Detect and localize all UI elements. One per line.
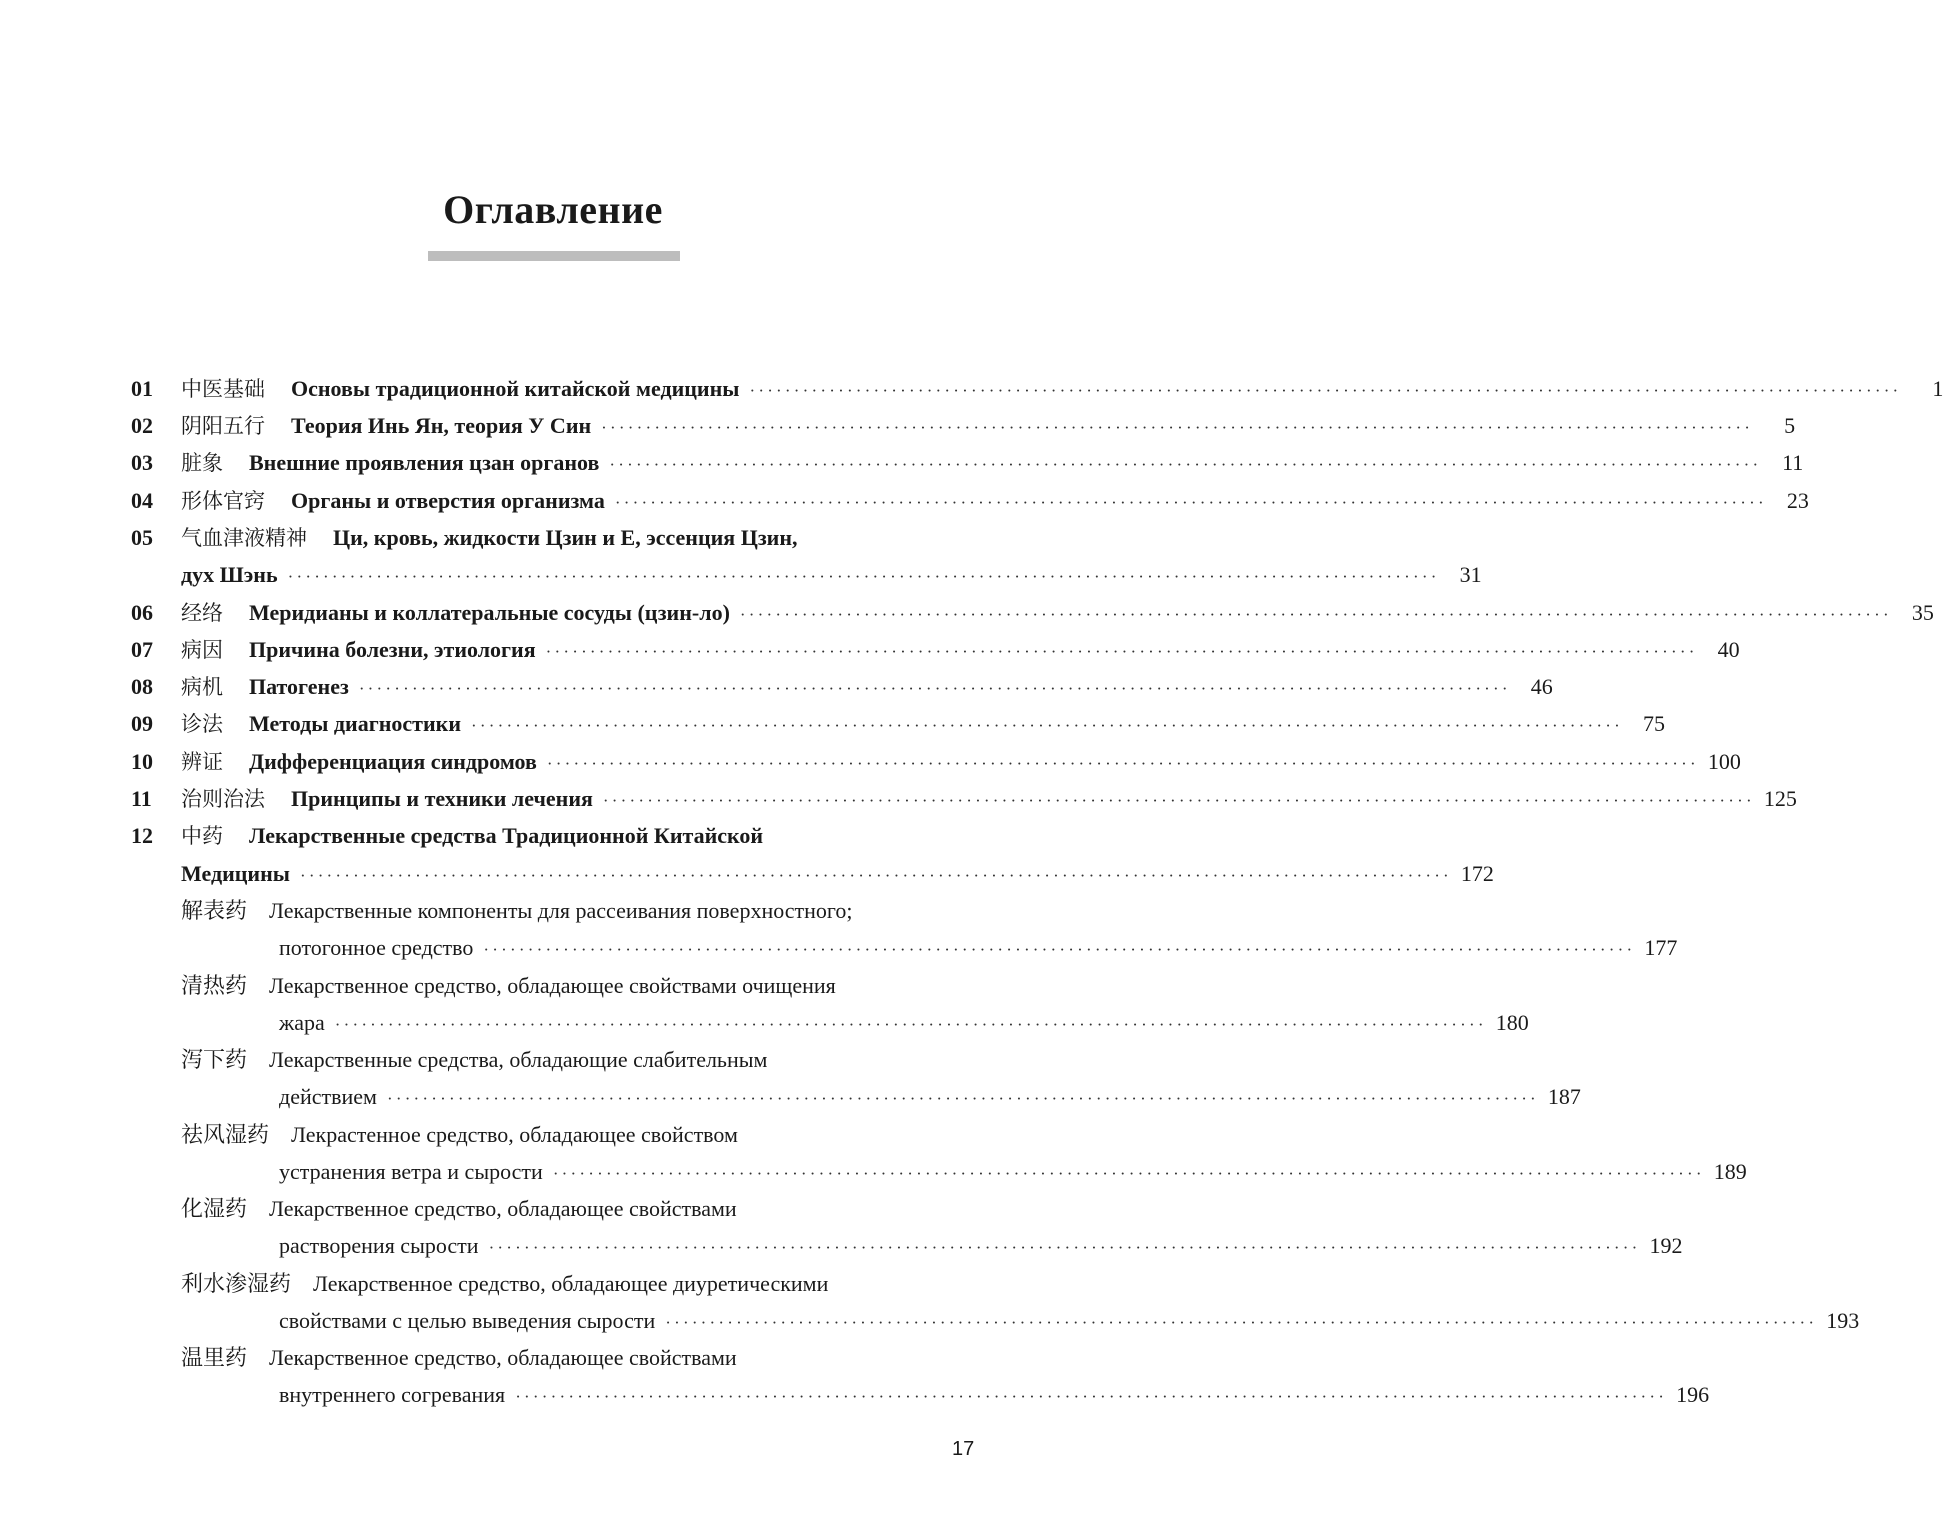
subentry-russian-title-cont: потогонное средство <box>279 935 474 960</box>
toc-entry[interactable] <box>181 747 1741 777</box>
entry-page-number: 1 <box>1932 376 1943 401</box>
entry-number: 05 <box>131 525 153 550</box>
leader-dots: ·································································································································· <box>749 381 1902 400</box>
toc-subentry[interactable] <box>181 896 975 926</box>
entry-number: 04 <box>131 488 153 513</box>
toc-entry-number <box>131 598 153 628</box>
toc-entry-number <box>131 672 153 702</box>
toc-entry-number <box>131 635 153 665</box>
subentry-page-number: 180 <box>1495 1010 1529 1035</box>
toc-entry[interactable] <box>181 635 1740 665</box>
subentry-page-number: 177 <box>1644 935 1678 960</box>
toc-entry-number <box>131 523 153 553</box>
subentry-chinese-title: 泻下药 <box>181 1048 248 1073</box>
leader-dots: ·································································································································· <box>546 754 1699 773</box>
toc-entry-number <box>131 448 153 478</box>
toc-subentry-continuation[interactable] <box>279 1380 1710 1410</box>
entry-chinese-title: 脏象 <box>181 451 223 475</box>
toc-entry-number <box>131 821 153 851</box>
entry-russian-title: Органы и отверстия организма <box>291 488 605 513</box>
entry-russian-title: Внешние проявления цзан органов <box>249 450 600 475</box>
toc-subentry[interactable] <box>181 1269 975 1299</box>
entry-chinese-title: 经络 <box>181 601 223 625</box>
entry-page-number: 172 <box>1460 861 1494 886</box>
entry-russian-title-cont: Медицины <box>181 861 290 886</box>
entry-russian-title: Принципы и техники лечения <box>291 786 593 811</box>
leader-dots: ·································································································································· <box>739 605 1892 624</box>
subentry-russian-title: Лекарственные компоненты для рассеивания поверхностного; <box>269 898 853 923</box>
entry-number: 12 <box>131 823 153 848</box>
entry-chinese-title: 病因 <box>181 638 223 662</box>
entry-chinese-title: 形体官窍 <box>181 489 265 513</box>
toc-entry-number <box>131 747 153 777</box>
entry-page-number: 75 <box>1642 711 1665 736</box>
subentry-chinese-title: 解表药 <box>181 899 248 924</box>
subentry-russian-title: Лекарственные средства, обладающие слабительным <box>269 1047 768 1072</box>
subentry-russian-title-cont: действием <box>279 1084 377 1109</box>
entry-page-number: 23 <box>1786 488 1809 513</box>
entry-russian-title: Патогенез <box>249 674 349 699</box>
entry-page-number: 40 <box>1717 637 1740 662</box>
toc-entry[interactable] <box>181 411 1796 441</box>
toc-entry[interactable] <box>181 709 1665 739</box>
leader-dots: ·································································································································· <box>488 1238 1641 1257</box>
subentry-russian-title: Лекарственное средство, обладающее свойствами <box>269 1345 737 1370</box>
entry-number: 11 <box>131 786 152 811</box>
subentry-page-number: 193 <box>1826 1308 1860 1333</box>
entry-number: 08 <box>131 674 153 699</box>
entry-russian-title: Теория Инь Ян, теория У Син <box>291 413 592 438</box>
subentry-chinese-title: 温里药 <box>181 1346 248 1371</box>
toc-entry[interactable] <box>181 821 975 851</box>
entry-page-number: 46 <box>1530 674 1553 699</box>
leader-dots: ·································································································································· <box>614 493 1767 512</box>
toc-entry[interactable] <box>181 523 975 553</box>
entry-russian-title: Причина болезни, этиология <box>249 637 536 662</box>
toc-subentry-continuation[interactable] <box>279 1306 1860 1336</box>
entry-russian-title: Дифференциация синдромов <box>249 749 537 774</box>
toc-subentry[interactable] <box>181 1120 975 1150</box>
subentry-russian-title-cont: внутреннего согревания <box>279 1382 506 1407</box>
entry-chinese-title: 中医基础 <box>181 377 265 401</box>
toc-subentry-continuation[interactable] <box>279 1008 1529 1038</box>
entry-chinese-title: 气血津液精神 <box>181 526 307 550</box>
toc-entry[interactable] <box>181 672 1553 702</box>
page-title: Оглавление <box>443 187 663 232</box>
subentry-russian-title-cont: растворения сырости <box>279 1233 479 1258</box>
toc-entry-continuation[interactable] <box>181 859 1494 889</box>
entry-number: 02 <box>131 413 153 438</box>
toc-entry-number <box>131 374 153 404</box>
entry-russian-title-cont: дух Шэнь <box>181 562 278 587</box>
subentry-russian-title-cont: жара <box>279 1010 325 1035</box>
toc-subentry-continuation[interactable] <box>279 1157 1747 1187</box>
entry-russian-title: Лекарственные средства Традиционной Китайской <box>249 823 764 848</box>
entry-chinese-title: 治则治法 <box>181 787 265 811</box>
toc-subentry-continuation[interactable] <box>279 1082 1581 1112</box>
toc-entry-number <box>131 709 153 739</box>
entry-chinese-title: 诊法 <box>181 712 223 736</box>
leader-dots: ·································································································································· <box>358 679 1511 698</box>
leader-dots: ·································································································································· <box>601 418 1754 437</box>
entry-russian-title: Основы традиционной китайской медицины <box>291 376 740 401</box>
toc-subentry[interactable] <box>181 1343 975 1373</box>
subentry-chinese-title: 祛风湿药 <box>181 1123 270 1148</box>
entry-page-number: 31 <box>1459 562 1482 587</box>
toc-subentry[interactable] <box>181 971 975 1001</box>
entry-chinese-title: 辨证 <box>181 750 223 774</box>
entry-number: 07 <box>131 637 153 662</box>
leader-dots: ·································································································································· <box>545 642 1698 661</box>
leader-dots: ·································································································································· <box>609 455 1762 474</box>
leader-dots: ·································································································································· <box>471 716 1623 735</box>
entry-page-number: 5 <box>1784 413 1796 438</box>
toc-entry-continuation[interactable] <box>181 560 1482 590</box>
entry-page-number: 125 <box>1763 786 1797 811</box>
leader-dots: ·································································································································· <box>483 940 1636 959</box>
entry-russian-title: Ци, кровь, жидкости Цзин и Е, эссенция Цзин, <box>333 525 798 550</box>
subentry-page-number: 187 <box>1547 1084 1581 1109</box>
entry-russian-title: Меридианы и коллатеральные сосуды (цзин-ло) <box>249 600 730 625</box>
subentry-russian-title-cont: свойствами с целью выведения сырости <box>279 1308 656 1333</box>
subentry-russian-title: Лекарственное средство, обладающее свойствами <box>269 1196 737 1221</box>
entry-chinese-title: 阴阳五行 <box>181 414 265 438</box>
toc-entry-number <box>131 486 153 516</box>
entry-number: 01 <box>131 376 153 401</box>
subentry-chinese-title: 利水渗湿药 <box>181 1272 292 1297</box>
toc-entry-number <box>131 411 153 441</box>
entry-number: 09 <box>131 711 153 736</box>
leader-dots: ·································································································································· <box>515 1387 1668 1406</box>
subentry-page-number: 196 <box>1676 1382 1710 1407</box>
toc-entry[interactable] <box>181 598 1934 628</box>
toc-subentry[interactable] <box>181 1194 975 1224</box>
toc-entry-number <box>131 784 152 814</box>
entry-chinese-title: 中药 <box>181 824 223 848</box>
subentry-page-number: 189 <box>1713 1159 1747 1184</box>
subentry-chinese-title: 化湿药 <box>181 1197 248 1222</box>
toc-entry[interactable] <box>181 374 1943 404</box>
leader-dots: ·································································································································· <box>552 1164 1705 1183</box>
toc-entry[interactable] <box>181 448 1804 478</box>
leader-dots: ·································································································································· <box>299 866 1452 885</box>
entry-page-number: 11 <box>1782 450 1804 475</box>
entry-russian-title: Методы диагностики <box>249 711 461 736</box>
leader-dots: ·································································································································· <box>602 791 1755 810</box>
subentry-russian-title: Лекарственное средство, обладающее диуретическими <box>313 1271 829 1296</box>
leader-dots: ·································································································································· <box>334 1015 1487 1034</box>
subentry-page-number: 192 <box>1649 1233 1683 1258</box>
subentry-russian-title: Лекрастенное средство, обладающее свойством <box>291 1122 738 1147</box>
subentry-russian-title-cont: устранения ветра и сырости <box>279 1159 543 1184</box>
entry-number: 06 <box>131 600 153 625</box>
entry-number: 10 <box>131 749 153 774</box>
toc-entry[interactable] <box>181 784 1797 814</box>
leader-dots: ·································································································································· <box>665 1313 1818 1332</box>
entry-number: 03 <box>131 450 153 475</box>
toc-subentry[interactable] <box>181 1045 975 1075</box>
entry-chinese-title: 病机 <box>181 675 223 699</box>
subentry-chinese-title: 清热药 <box>181 974 248 999</box>
page-number: 17 <box>952 1438 975 1460</box>
toc-subentry-continuation[interactable] <box>279 1231 1683 1261</box>
toc-entry[interactable] <box>181 486 1809 516</box>
subentry-russian-title: Лекарственное средство, обладающее свойствами очищения <box>269 973 836 998</box>
entry-page-number: 35 <box>1911 600 1934 625</box>
toc-subentry-continuation[interactable] <box>279 933 1678 963</box>
entry-page-number: 100 <box>1707 749 1741 774</box>
leader-dots: ·································································································································· <box>386 1089 1539 1108</box>
leader-dots: ·································································································································· <box>287 567 1440 586</box>
